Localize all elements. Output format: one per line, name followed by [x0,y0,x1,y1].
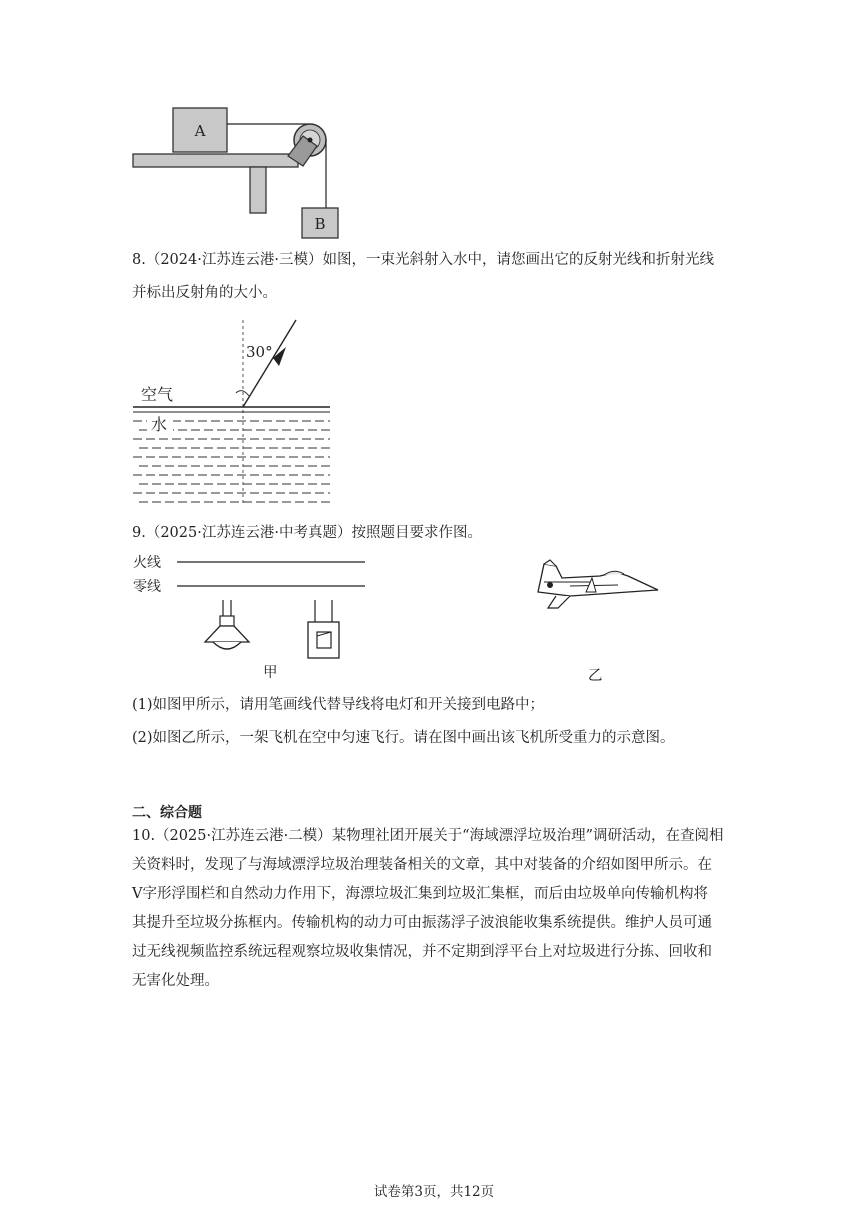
angle-label: 30° [246,343,273,361]
block-a-label: A [194,122,206,140]
q8-line1: 8.（2024·江苏连云港·三模）如图，一束光斜射入水中，请您画出它的反射光线和折射光线 [132,252,714,268]
airplane-figure [530,552,665,612]
incident-ray [243,320,296,407]
lamp-holder [220,616,234,626]
circuit-figure [125,550,385,685]
table-leg [250,167,266,213]
refraction-figure [125,315,335,510]
air-label: 空气 [141,385,174,404]
pulley-figure [125,100,345,240]
lamp-bulb [213,642,241,649]
q10-paragraph [132,822,724,996]
ray-arrow-icon [273,347,286,366]
q9-sub1: (1)如图甲所示，请用笔画线代替导线将电灯和开关接到电路中； [132,697,545,713]
q10-line: 10.（2025·江苏连云港·二模）某物理社团开展关于“海域漂浮垃圾治理”调研活动，在查阅相 [132,828,724,844]
q9-line1: 9.（2025·江苏连云港·中考真题）按照题目要求作图。 [132,525,482,541]
q8-line2: 并标出反射角的大小。 [132,285,277,301]
airplane-icon [538,560,658,608]
section-title: 二、综合题 [132,805,202,821]
q9-sub2: (2)如图乙所示，一架飞机在空中匀速飞行。请在图中画出该飞机所受重力的示意图。 [132,730,675,746]
fig-a-label: 甲 [263,665,278,681]
page-footer: 试卷第3页，共12页 [373,1184,495,1200]
neutral-wire-label: 零线 [133,579,161,595]
lamp-icon [205,626,249,642]
q10-line: 无害化处理。 [132,973,219,989]
block-b-label: B [314,215,326,233]
q10-line: 关资料时，发现了与海域漂浮垃圾治理装备相关的文章，其中对装备的介绍如图甲所示。在 [132,857,712,873]
fig-b-label: 乙 [588,668,603,684]
q10-line: 其提升至垃圾分拣框内。传输机构的动力可由振荡浮子波浪能收集系统提供。维护人员可通 [132,915,712,931]
pulley-axle [308,138,313,143]
live-wire-label: 火线 [133,555,161,571]
q10-line: V字形浮围栏和自然动力作用下，海漂垃圾汇集到垃圾汇集框，而后由垃圾单向传输机构将 [132,886,708,902]
tabletop [133,154,298,167]
water-label: 水 [151,415,168,434]
q10-line: 过无线视频监控系统远程观察垃圾收集情况，并不定期到浮平台上对垃圾进行分拣、回收和 [132,944,712,960]
